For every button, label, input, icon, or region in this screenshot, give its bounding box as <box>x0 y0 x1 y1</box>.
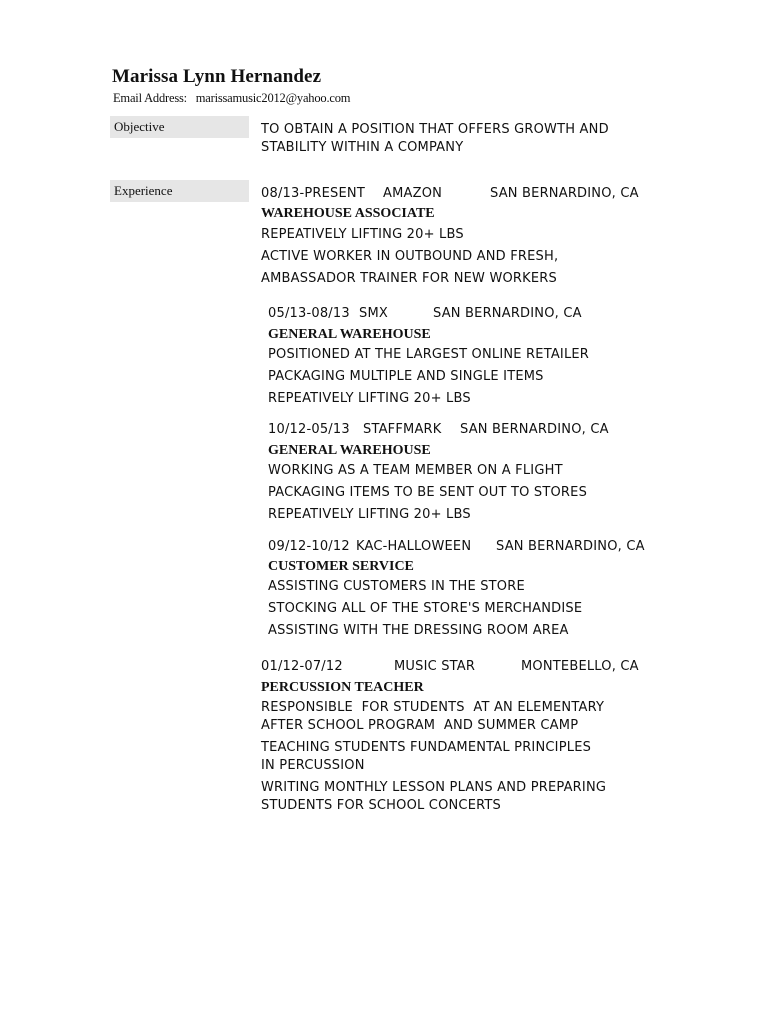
duty-item: RESPONSIBLE FOR STUDENTS AT AN ELEMENTARY <box>261 700 605 715</box>
email-line <box>113 91 350 106</box>
duty-item: WORKING AS A TEAM MEMBER ON A FLIGHT <box>268 463 563 478</box>
job-title: WAREHOUSE ASSOCIATE <box>261 206 435 221</box>
objective-line-2: STABILITY WITHIN A COMPANY <box>261 140 464 155</box>
job-location: SAN BERNARDINO, CA <box>490 186 639 201</box>
duty-item: POSITIONED AT THE LARGEST ONLINE RETAILER <box>268 347 590 362</box>
job-company: AMAZON <box>383 186 443 201</box>
duty-item: IN PERCUSSION <box>261 758 365 773</box>
duty-item: PACKAGING ITEMS TO BE SENT OUT TO STORES <box>268 485 588 500</box>
job-title: GENERAL WAREHOUSE <box>268 443 431 458</box>
experience-label: Experience <box>110 180 249 202</box>
job-company: KAC-HALLOWEEN <box>356 539 472 554</box>
job-dates: 10/12-05/13 <box>268 422 350 437</box>
job-location: SAN BERNARDINO, CA <box>460 422 609 437</box>
job-location: SAN BERNARDINO, CA <box>433 306 582 321</box>
objective-label: Objective <box>110 116 249 138</box>
duty-item: AFTER SCHOOL PROGRAM AND SUMMER CAMP <box>261 718 579 733</box>
applicant-name: Marissa Lynn Hernandez <box>112 66 322 87</box>
job-location: MONTEBELLO, CA <box>521 659 639 674</box>
duty-item: ASSISTING CUSTOMERS IN THE STORE <box>268 579 525 594</box>
job-duties <box>261 226 558 288</box>
job-company: SMX <box>359 306 388 321</box>
job-duties <box>261 699 606 815</box>
duty-item: REPEATIVELY LIFTING 20+ LBS <box>268 391 471 406</box>
duty-item: PACKAGING MULTIPLE AND SINGLE ITEMS <box>268 369 544 384</box>
duty-item: ASSISTING WITH THE DRESSING ROOM AREA <box>268 623 569 638</box>
duty-item: WRITING MONTHLY LESSON PLANS AND PREPARING <box>261 780 607 795</box>
duty-item: AMBASSADOR TRAINER FOR NEW WORKERS <box>261 271 557 286</box>
job-duties <box>268 462 587 524</box>
job-title: GENERAL WAREHOUSE <box>268 327 431 342</box>
job-location: SAN BERNARDINO, CA <box>496 539 645 554</box>
job-dates: 01/12-07/12 <box>261 659 343 674</box>
email-label: Email Address: <box>113 91 187 105</box>
duty-item: STUDENTS FOR SCHOOL CONCERTS <box>261 798 502 813</box>
job-company: STAFFMARK <box>363 422 442 437</box>
job-duties <box>268 578 582 640</box>
duty-item: REPEATIVELY LIFTING 20+ LBS <box>268 507 471 522</box>
duty-item: STOCKING ALL OF THE STORE'S MERCHANDISE <box>268 601 583 616</box>
job-title: CUSTOMER SERVICE <box>268 559 414 574</box>
job-duties <box>268 346 589 408</box>
job-dates: 05/13-08/13 <box>268 306 350 321</box>
job-dates: 08/13-PRESENT <box>261 186 365 201</box>
duty-item: ACTIVE WORKER IN OUTBOUND AND FRESH, <box>261 249 559 264</box>
objective-line-1: TO OBTAIN A POSITION THAT OFFERS GROWTH AND <box>261 122 609 137</box>
job-company: MUSIC STAR <box>394 659 476 674</box>
duty-item: TEACHING STUDENTS FUNDAMENTAL PRINCIPLES <box>261 740 592 755</box>
email-address[interactable]: marissamusic2012@yahoo.com <box>195 91 351 105</box>
job-dates: 09/12-10/12 <box>268 539 350 554</box>
job-title: PERCUSSION TEACHER <box>261 680 424 695</box>
duty-item: REPEATIVELY LIFTING 20+ LBS <box>261 227 464 242</box>
